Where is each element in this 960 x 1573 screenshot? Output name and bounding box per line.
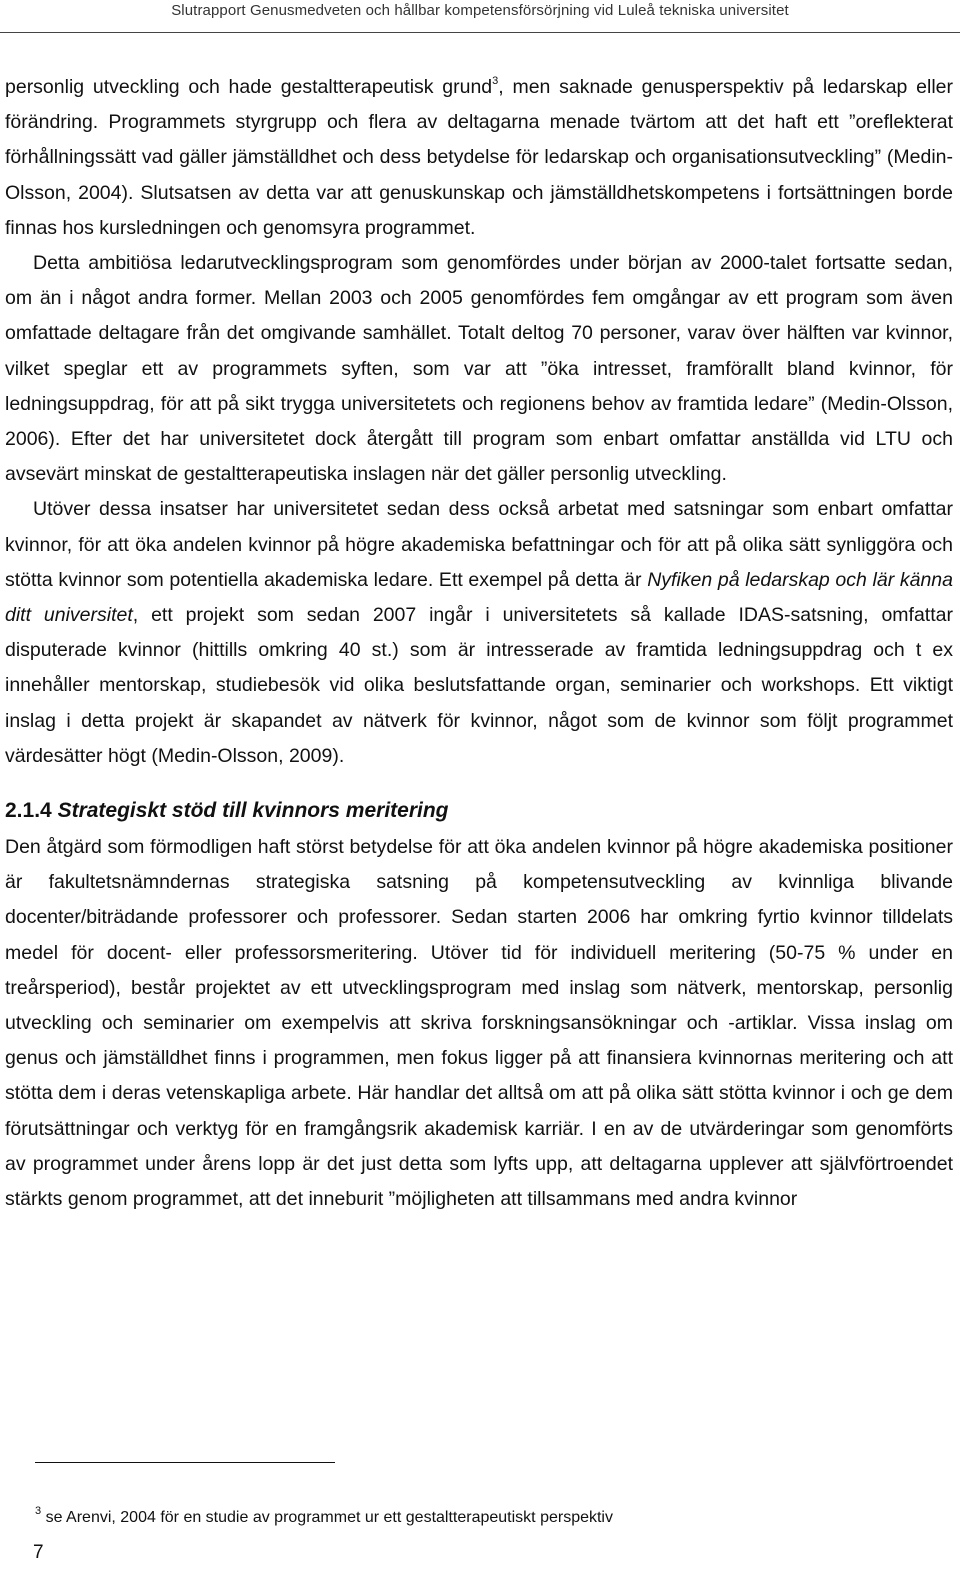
footnote-divider (35, 1462, 335, 1463)
body-text (5, 70, 953, 1217)
paragraph-2: Detta ambitiösa ledarutvecklingsprogram som genomfördes under början av 2000-talet fortsatte sedan, om än i något andra former. Mellan 2003 och 2005 genomfördes fem omgångar av ett program som även omfattade deltagare från det omgivande samhället. Totalt deltog 70 personer, varav över hälften var kvinnor, vilket speglar ett av programmets syften, som var att ”öka intresset, framförallt bland kvinnor, för ledningsuppdrag, för att på sikt trygga universitetets och regionens behov av framtida ledare” (Medin-Olsson, 2006). Efter det har universitetet dock återgått till program som enbart omfattar anställda vid LTU och avsevärt minskat de gestaltterapeutiska inslagen när det gäller personlig utveckling. (5, 252, 953, 486)
section-title: Strategiskt stöd till kvinnors meritering (57, 799, 449, 823)
header-divider (0, 32, 960, 33)
page-number: 7 (33, 1542, 44, 1563)
paragraph-1-part-a: personlig utveckling och hade gestaltterapeutisk grund (5, 76, 493, 98)
running-header: Slutrapport Genusmedveten och hållbar kompetensförsörjning vid Luleå tekniska universitet (171, 2, 789, 19)
paragraph-1 (5, 70, 953, 246)
paragraph-4: Den åtgärd som förmodligen haft störst betydelse för att öka andelen kvinnor på högre akademiska positioner är fakultetsnämndernas strategiska satsning på kompetensutveckling av kvinnliga blivande docenter/biträdande professorer och professorer. Sedan starten 2006 har omkring fyrtio kvinnor tilldelats medel för docent- eller professorsmeritering. Utöver tid för individuell meritering (50-75 % under en treårsperiod), består projektet av ett utvecklingsprogram med inslag som nätverk, mentorskap, personlig utveckling och seminarier om exempelvis att skriva forskningsansökningar och -artiklar. Vissa inslag om genus och jämställdhet finns i programmen, men fokus ligger på att finansiera kvinnornas meritering och att stötta dem i deras vetenskapliga arbete. Här handlar det alltså om att på olika sätt stötta kvinnor i och ge dem förutsättningar och verktyg för en framgångsrik akademisk karriär. I en av de utvärderingar som genomförts av programmet under årens lopp är det just detta som lyfts upp, att deltagarna upplever att självförtroendet stärkts genom programmet, att det inneburit ”möjligheten att tillsammans med andra kvinnor (5, 836, 953, 1211)
paragraph-3-part-b: , ett projekt som sedan 2007 ingår i universitetets så kallade IDAS-satsning, omfattar disputerade kvinnor (hittills omkring 40 st.) som är intresserade av framtida ledningsuppdrag och t ex innehåller mentorskap, studiebesök vid olika beslutsfattande organ, seminarier och workshops. Ett viktigt inslag i detta projekt är skapandet av nätverk för kvinnor, något som de kvinnor som följt programmet värdesätter högt (Medin-Olsson, 2009). (5, 604, 953, 767)
footnote-marker: 3 (35, 1505, 42, 1517)
section-heading (5, 796, 953, 826)
footnote-text: se Arenvi, 2004 för en studie av programmet ur ett gestaltterapeutiskt perspektiv (45, 1509, 613, 1526)
paragraph-3 (5, 492, 953, 774)
paragraph-3-part-a: Utöver dessa insatser har universitetet sedan dess också arbetat med satsningar som enbart omfattar kvinnor, för att öka andelen kvinnor på högre akademiska befattningar och för att på olika sätt synliggöra och stötta kvinnor som potentiella akademiska ledare. Ett exempel på detta är (5, 498, 953, 591)
project-title-italic: Nyfiken på ledarskap och lär känna ditt universitet (5, 568, 953, 627)
paragraph-1-part-b: , men saknade genusperspektiv på ledarskap eller förändring. Programmets styrgrupp och flera av deltagarna menade tvärtom att det haft ett ”oreflekterat förhållningssätt vad gäller jämställdhet och dess betydelse för ledarskap och organisationsutveckling” (Medin-Olsson, 2004). Slutsatsen av detta var att genuskunskap och jämställdhetskompetens i fortsättningen borde finnas hos kursledningen och genomsyra programmet. (5, 76, 954, 239)
footnote-reference[interactable]: 3 (492, 75, 499, 87)
section-number: 2.1.4 (5, 799, 52, 823)
footnote (35, 1505, 613, 1528)
